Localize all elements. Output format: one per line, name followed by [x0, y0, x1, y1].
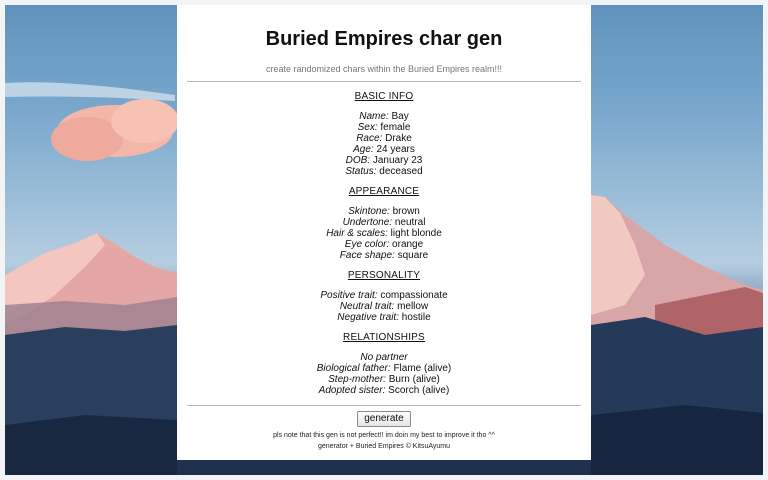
row-label: Name:: [359, 111, 389, 122]
appearance-row-undertone: [177, 217, 591, 228]
info-row-age: [177, 144, 591, 155]
section-heading-basic-info: BASIC INFO: [354, 91, 414, 102]
row-label: Skintone:: [348, 206, 390, 217]
relationship-row-partner: [177, 352, 591, 363]
row-value: Flame (alive): [393, 363, 452, 374]
row-label: Eye color:: [344, 239, 390, 250]
appearance-row-skintone: [177, 206, 591, 217]
info-row-sex: [177, 122, 591, 133]
personality-row-neutral: [177, 301, 591, 312]
row-label: Step-mother:: [328, 374, 386, 385]
row-label: Face shape:: [339, 250, 395, 261]
row-label: DOB:: [345, 155, 371, 166]
row-label: Undertone:: [342, 217, 393, 228]
info-row-name: [177, 111, 591, 122]
credit-line: generator + Buried Empires © KitsuAyumu: [317, 443, 451, 450]
appearance-row-eye-color: [177, 239, 591, 250]
row-value: Burn (alive): [388, 374, 440, 385]
row-value: Scorch (alive): [388, 385, 450, 396]
row-label: Status:: [345, 166, 377, 177]
row-value: January 23: [372, 155, 423, 166]
personality-row-negative: [177, 312, 591, 323]
relationship-row-step-mother: [177, 374, 591, 385]
row-label: Neutral trait:: [339, 301, 395, 312]
row-label: Adopted sister:: [318, 385, 386, 396]
character-output: [177, 91, 591, 396]
disclaimer-note: pls note that this gen is not perfect!! im doin my best to improve it tho ^^: [273, 432, 495, 439]
generator-card: [177, 5, 591, 460]
personality-row-positive: [177, 290, 591, 301]
row-value: light blonde: [390, 228, 442, 239]
row-value: square: [397, 250, 429, 261]
section-heading-relationships: RELATIONSHIPS: [343, 332, 425, 343]
row-value: mellow: [397, 301, 429, 312]
row-value: hostile: [401, 312, 431, 323]
row-value: orange: [392, 239, 424, 250]
info-row-status: [177, 166, 591, 177]
row-value: female: [380, 122, 411, 133]
page-subtitle: create randomized chars within the Buried Empires realm!!!: [265, 64, 503, 74]
row-value: brown: [392, 206, 420, 217]
row-label: Sex:: [357, 122, 378, 133]
row-value: Drake: [385, 133, 412, 144]
divider: [187, 81, 581, 82]
row-label: Biological father:: [316, 363, 391, 374]
info-row-race: [177, 133, 591, 144]
section-heading-personality: PERSONALITY: [347, 270, 421, 281]
relationship-row-sister: [177, 385, 591, 396]
section-heading-appearance: APPEARANCE: [348, 186, 420, 197]
row-value: 24 years: [376, 144, 415, 155]
appearance-row-face-shape: [177, 250, 591, 261]
row-label: Positive trait:: [320, 290, 378, 301]
row-label: Race:: [356, 133, 383, 144]
row-value: neutral: [394, 217, 426, 228]
row-label: No partner: [360, 352, 408, 363]
row-label: Negative trait:: [337, 312, 399, 323]
info-row-dob: [177, 155, 591, 166]
relationship-row-father: [177, 363, 591, 374]
appearance-row-hair-scales: [177, 228, 591, 239]
divider: [187, 405, 581, 406]
row-label: Hair & scales:: [326, 228, 388, 239]
row-label: Age:: [353, 144, 374, 155]
page-title: Buried Empires char gen: [265, 28, 503, 50]
row-value: Bay: [391, 111, 409, 122]
generate-button[interactable]: generate: [357, 411, 410, 427]
row-value: compassionate: [380, 290, 448, 301]
row-value: deceased: [379, 166, 423, 177]
